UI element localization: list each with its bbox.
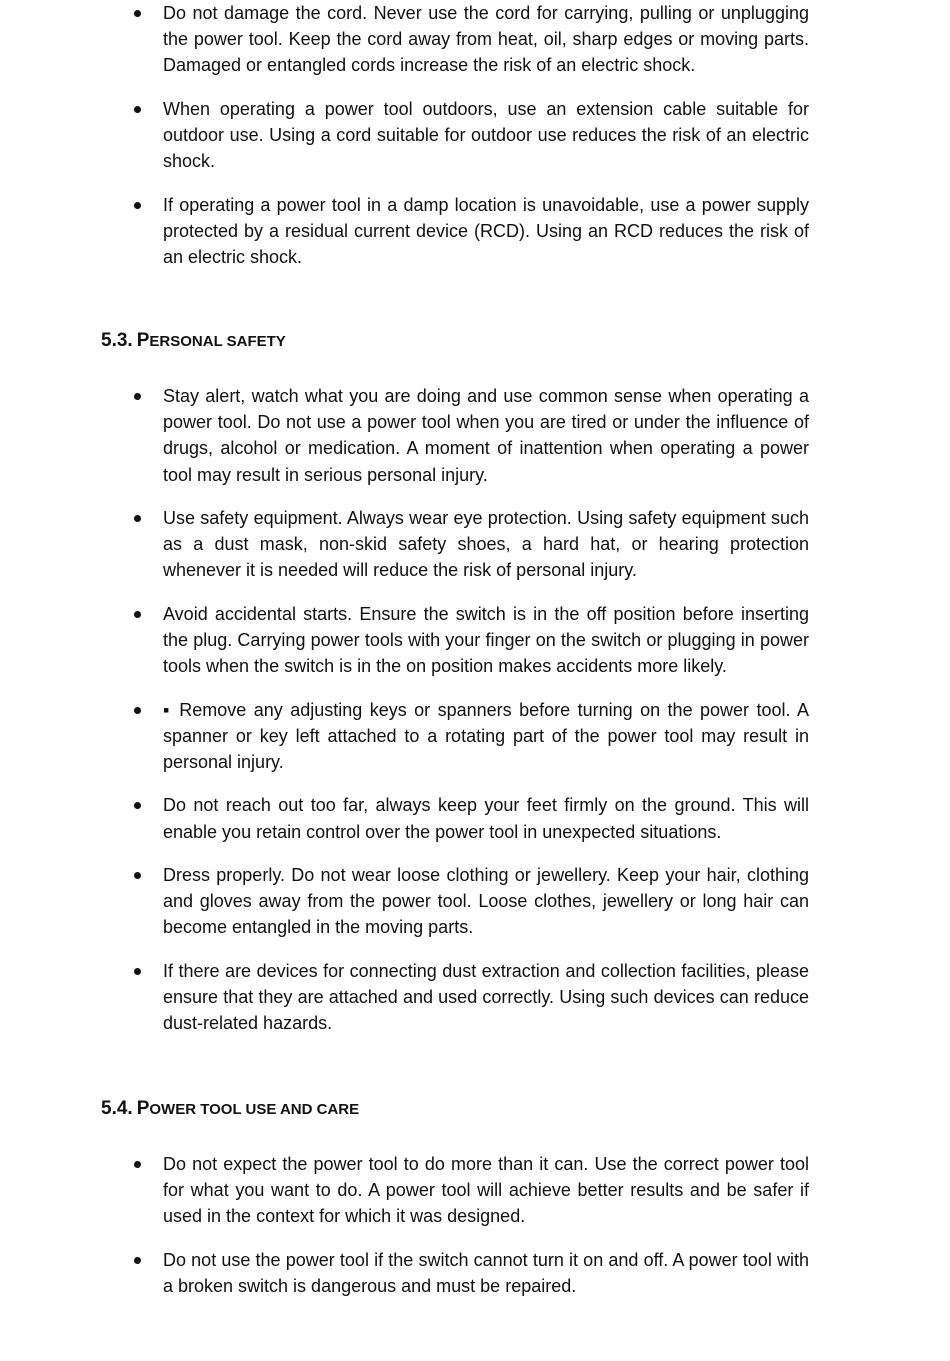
section-title-rest: OWER TOOL USE AND CARE — [149, 1101, 360, 1118]
list-item — [163, 192, 809, 271]
list-item-text: Do not expect the power tool to do more than it can. Use the correct power tool for what you want to do. A power tool will achieve better results and be safer if used in the context for which it was designed. — [163, 1154, 809, 1227]
bullet-icon — [134, 611, 141, 618]
list-item — [163, 96, 809, 175]
bullet-icon — [134, 872, 141, 879]
list-item-text: Do not use the power tool if the switch cannot turn it on and off. A power tool with a broken switch is dangerous and must be repaired. — [163, 1249, 809, 1296]
list-item-text: When operating a power tool outdoors, use an extension cable suitable for outdoor use. Using a cord suitable for outdoor use reduces the risk of an electric shock. — [163, 98, 809, 172]
list-item-text: Do not reach out too far, always keep your feet firmly on the ground. This will enable you retain control over the power tool in unexpected situations. — [163, 795, 809, 842]
list-item — [163, 383, 809, 488]
list-item-text: Dress properly. Do not wear loose clothing or jewellery. Keep your hair, clothing and gloves away from the power tool. Loose clothes, jewellery or long hair can become entangled in the moving parts. — [163, 864, 809, 938]
list-item-text: If there are devices for connecting dust extraction and collection facilities, please ensure that they are attached and used correctly. Using such devices can reduce dust-related hazards. — [163, 960, 809, 1034]
section-title-initial: P — [136, 330, 150, 351]
bullet-list — [0, 1151, 809, 1299]
list-item — [163, 505, 809, 584]
bullet-icon — [134, 968, 141, 975]
list-item — [163, 792, 809, 844]
bullet-list — [0, 0, 809, 270]
list-item-text: Stay alert, watch what you are doing and use common sense when operating a power tool. Do not use a power tool when you are tired or under the influence of drugs, alcohol or medication. A moment of inattention when operating a power tool may result in serious personal injury. — [163, 386, 809, 485]
list-item-text: If operating a power tool in a damp location is unavoidable, use a power supply protected by a residual current device (RCD). Using an RCD reduces the risk of an electric shock. — [163, 194, 809, 267]
section-number: 5.3. — [101, 330, 133, 351]
list-item — [163, 1247, 809, 1299]
section-number: 5.4. — [101, 1098, 133, 1119]
bullet-icon — [134, 1161, 141, 1168]
bullet-icon — [134, 106, 141, 113]
list-item — [163, 601, 809, 680]
bullet-icon — [134, 707, 141, 714]
section-heading-personal-safety — [101, 329, 286, 354]
section-title-rest: ERSONAL SAFETY — [149, 333, 286, 350]
list-item — [163, 958, 809, 1037]
list-item — [163, 862, 809, 941]
bullet-icon — [134, 515, 141, 522]
list-item-text: Do not damage the cord. Never use the cord for carrying, pulling or unplugging the power tool. Keep the cord away from heat, oil, sharp edges or moving parts. Damaged or entangled cords increase the risk of an electric shock. — [163, 3, 809, 76]
power-tool-use-section — [0, 1151, 809, 1316]
bullet-icon — [134, 393, 141, 400]
bullet-icon — [134, 202, 141, 209]
list-item — [163, 0, 809, 79]
list-item — [163, 1151, 809, 1230]
bullet-icon — [134, 10, 141, 17]
electrical-safety-continued — [0, 0, 809, 287]
section-heading-power-tool-use — [101, 1097, 359, 1122]
bullet-icon — [134, 802, 141, 809]
bullet-icon — [134, 1257, 141, 1264]
personal-safety-section — [0, 383, 809, 1054]
section-title-initial: P — [136, 1098, 150, 1119]
list-item-text: Use safety equipment. Always wear eye protection. Using safety equipment such as a dust mask, non-skid safety shoes, a hard hat, or hearing protection whenever it is needed will reduce the risk of personal injury. — [163, 508, 809, 581]
list-item-text: ▪ Remove any adjusting keys or spanners before turning on the power tool. A spanner or key left attached to a rotating part of the power tool may result in personal injury. — [163, 699, 809, 772]
bullet-list — [0, 383, 809, 1036]
list-item-text: Avoid accidental starts. Ensure the switch is in the off position before inserting the plug. Carrying power tools with your finger on the switch or plugging in power tools when the switch is in the on position makes accidents more likely. — [163, 603, 809, 677]
list-item — [163, 697, 809, 776]
